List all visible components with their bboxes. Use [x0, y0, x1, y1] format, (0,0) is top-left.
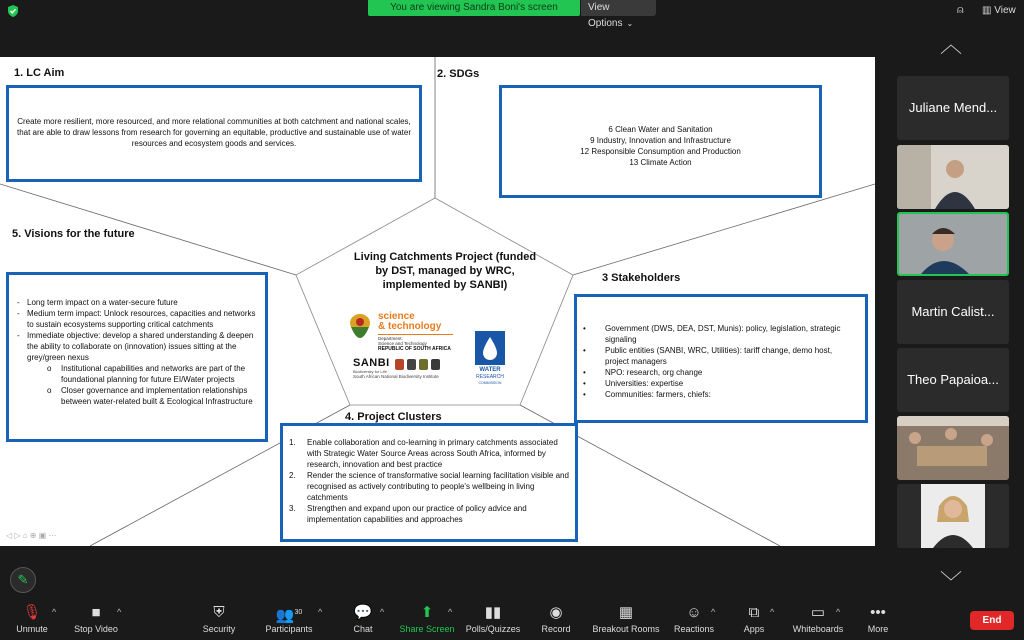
chat-label: Chat — [353, 624, 373, 634]
science-technology-logo — [345, 309, 455, 354]
participant-name: Juliane Mend... — [908, 100, 998, 115]
share-screen-icon: ⬆ — [420, 604, 434, 621]
people-icon: 👥$^{30}$ — [275, 607, 303, 624]
apps-button[interactable] — [740, 602, 768, 634]
water-drop-icon — [475, 331, 505, 365]
record-label: Record — [541, 624, 571, 634]
speaker-view-icon[interactable]: ⍝ — [957, 4, 964, 16]
participant-video-tile[interactable] — [897, 145, 1009, 209]
sdg-item: 12 Responsible Consumption and Production — [580, 147, 741, 156]
shared-slide — [0, 57, 875, 546]
smiley-icon: ☺ — [686, 604, 702, 621]
sdgs-box — [499, 85, 822, 198]
share-banner: You are viewing Sandra Boni's screen — [368, 0, 580, 16]
share-screen-label: Share Screen — [399, 624, 455, 634]
view-options-button[interactable] — [581, 0, 656, 29]
visions-sub-item: o Closer governance and implementation relationships between water-related built & Ecological Infrastructure — [47, 386, 253, 406]
participant-name: Theo Papaioa... — [907, 372, 999, 387]
annotate-pen-button[interactable] — [10, 567, 36, 593]
sdg-item: 9 Industry, Innovation and Infrastructure — [590, 136, 731, 145]
aim-text: Create more resilient, more resourced, and more relational communities at both catchment and national scales, that are able to draw lessons from research for governing an equitable, productive and sustainable use of water resources and ecosystem goods and services. — [16, 117, 411, 148]
slide-nav-controls[interactable]: ◁ ▷ ⌂ ⊕ ▣ ⋯ — [6, 531, 57, 540]
chat-bubble-icon: 💬 — [353, 604, 373, 621]
visions-box — [6, 272, 268, 442]
sdg-item: 13 Climate Action — [629, 158, 692, 167]
caret-up-icon[interactable]: ^ — [117, 607, 122, 617]
stakeholder-item: • NPO: research, org change — [583, 368, 703, 377]
sdg-item: 6 Clean Water and Sanitation — [608, 125, 713, 134]
record-button[interactable] — [538, 602, 574, 634]
polls-button[interactable] — [465, 602, 521, 634]
reactions-label: Reactions — [673, 624, 715, 634]
bar-chart-icon: ▮▮ — [484, 604, 502, 621]
st-dept: Department: — [378, 336, 403, 341]
visions-item: - Immediate objective: develop a shared understanding & deepen the ability to collaborate on (innovation) issues sitting at the grey/green nexus — [17, 331, 254, 362]
cluster-item: 3. Strengthen and expand upon our practice of policy advice and implementation capabilities and approaches — [289, 504, 527, 524]
breakout-rooms-button[interactable] — [590, 602, 662, 634]
view-button-label: View — [994, 5, 1016, 16]
participant-video — [899, 214, 1007, 274]
shield-check-icon[interactable] — [6, 4, 20, 18]
security-label: Security — [202, 624, 236, 634]
participant-video-tile[interactable] — [897, 416, 1009, 480]
st-dept2: Science and Technology — [378, 341, 427, 346]
chevron-down-icon[interactable]: ﹀ — [940, 570, 963, 595]
caret-up-icon[interactable]: ^ — [770, 607, 775, 617]
caret-up-icon[interactable]: ^ — [52, 607, 57, 617]
sdgs-heading: 2. SDGs — [437, 68, 480, 80]
participant-video — [897, 145, 1009, 209]
unmute-label: Unmute — [16, 624, 48, 634]
microphone-muted-icon: 🎙 — [22, 604, 42, 621]
reactions-button[interactable] — [672, 602, 716, 634]
more-button[interactable] — [864, 602, 892, 634]
view-options-label: View Options — [588, 2, 623, 29]
caret-up-icon[interactable]: ^ — [448, 607, 453, 617]
view-button[interactable] — [982, 5, 1016, 16]
shield-icon: ⛨ — [213, 604, 225, 621]
participant-name: Martin Calist... — [911, 304, 995, 319]
stakeholder-item: • Government (DWS, DEA, DST, Munis): policy, legislation, strategic signaling — [583, 324, 841, 344]
st-divider — [378, 334, 453, 335]
stakeholder-item: • Universities: expertise — [583, 379, 684, 388]
sanbi-icons — [395, 359, 440, 370]
whiteboard-icon: ▭ — [810, 604, 826, 621]
st-line2: & technology — [378, 321, 442, 332]
participant-tile[interactable] — [897, 76, 1009, 140]
st-country: REPUBLIC OF SOUTH AFRICA — [378, 346, 451, 352]
visions-item: - Medium term impact: Unlock resources, capacities and networks to sustain ecosystems supporting critical catchments — [17, 309, 256, 329]
participant-video — [897, 484, 1009, 548]
stakeholders-heading: 3 Stakeholders — [602, 272, 681, 284]
coat-of-arms-icon — [345, 309, 375, 349]
cluster-item: 2. Render the science of transformative social learning facilitation visible and recognised as actively contributing to people's wellbeing in living catchments — [289, 471, 569, 502]
aim-heading: 1. LC Aim — [14, 67, 65, 79]
participants-button[interactable] — [264, 602, 314, 634]
breakout-rooms-icon: ▦ — [618, 604, 634, 621]
meeting-toolbar — [0, 598, 1024, 640]
apps-label: Apps — [743, 624, 765, 634]
aim-box — [6, 85, 422, 182]
unmute-button[interactable] — [15, 602, 49, 634]
end-meeting-button[interactable]: End — [970, 611, 1014, 630]
participant-video-tile-active[interactable] — [897, 212, 1009, 276]
visions-item: - Long term impact on a water-secure future — [17, 298, 178, 307]
participant-video — [897, 416, 1009, 480]
visions-heading: 5. Visions for the future — [12, 228, 135, 240]
wrc-line1: WATER — [479, 367, 501, 373]
more-label: More — [867, 624, 889, 634]
top-bar — [0, 0, 1024, 29]
wrc-line2: RESEARCH — [476, 374, 504, 380]
caret-up-icon[interactable]: ^ — [836, 607, 841, 617]
sanbi-tagline: Biodiversity for Life — [353, 369, 387, 374]
chevron-down-icon: ⌄ — [626, 19, 634, 28]
security-button[interactable] — [200, 602, 238, 634]
st-line1: science — [378, 311, 415, 322]
caret-up-icon[interactable]: ^ — [318, 607, 323, 617]
stakeholder-item: • Public entities (SANBI, WRC, Utilities): tariff change, demo host, project managers — [583, 346, 833, 366]
apps-icon: ⧉ — [748, 604, 760, 621]
participant-tile[interactable] — [897, 348, 1009, 412]
clusters-box — [280, 423, 578, 542]
participant-tile[interactable] — [897, 280, 1009, 344]
record-icon: ◉ — [549, 604, 563, 621]
participant-video-tile[interactable] — [897, 484, 1009, 548]
stop-video-button[interactable] — [72, 602, 120, 634]
sanbi-wordmark: SANBI — [353, 357, 390, 369]
cluster-item: 1. Enable collaboration and co-learning in primary catchments associated with Strategic Water Source Areas across South Africa, informed by research, innovation and best practice — [289, 438, 558, 469]
ellipsis-icon: ••• — [870, 604, 886, 621]
chevron-up-icon[interactable]: ︿ — [940, 32, 963, 57]
breakout-label: Breakout Rooms — [592, 624, 660, 634]
stakeholder-item: • Communities: farmers, chiefs: — [583, 390, 711, 399]
pen-icon: ✎ — [17, 572, 29, 587]
sanbi-full-name: South African National Biodiversity Institute — [353, 374, 439, 379]
caret-up-icon[interactable]: ^ — [380, 607, 385, 617]
clusters-heading: 4. Project Clusters — [345, 411, 442, 423]
stakeholders-box — [574, 294, 868, 423]
wrc-line3: COMMISSION — [478, 381, 502, 385]
visions-sub-item: o Institutional capabilities and networks are part of the foundational planning for future EI/Water projects — [47, 364, 246, 384]
wrc-logo — [472, 331, 506, 391]
chat-button[interactable] — [350, 602, 376, 634]
center-title: Living Catchments Project (funded by DST, managed by WRC, implemented by SANBI) — [353, 251, 537, 291]
caret-up-icon[interactable]: ^ — [711, 607, 716, 617]
video-camera-icon: ■ — [91, 604, 101, 621]
whiteboards-label: Whiteboards — [792, 624, 844, 634]
stop-video-label: Stop Video — [74, 624, 118, 634]
participant-count: 30 — [294, 609, 303, 616]
polls-label: Polls/Quizzes — [465, 624, 521, 634]
grid-icon: ▥ — [982, 5, 992, 16]
sanbi-logo — [353, 357, 453, 387]
participants-label: Participants — [265, 624, 313, 634]
